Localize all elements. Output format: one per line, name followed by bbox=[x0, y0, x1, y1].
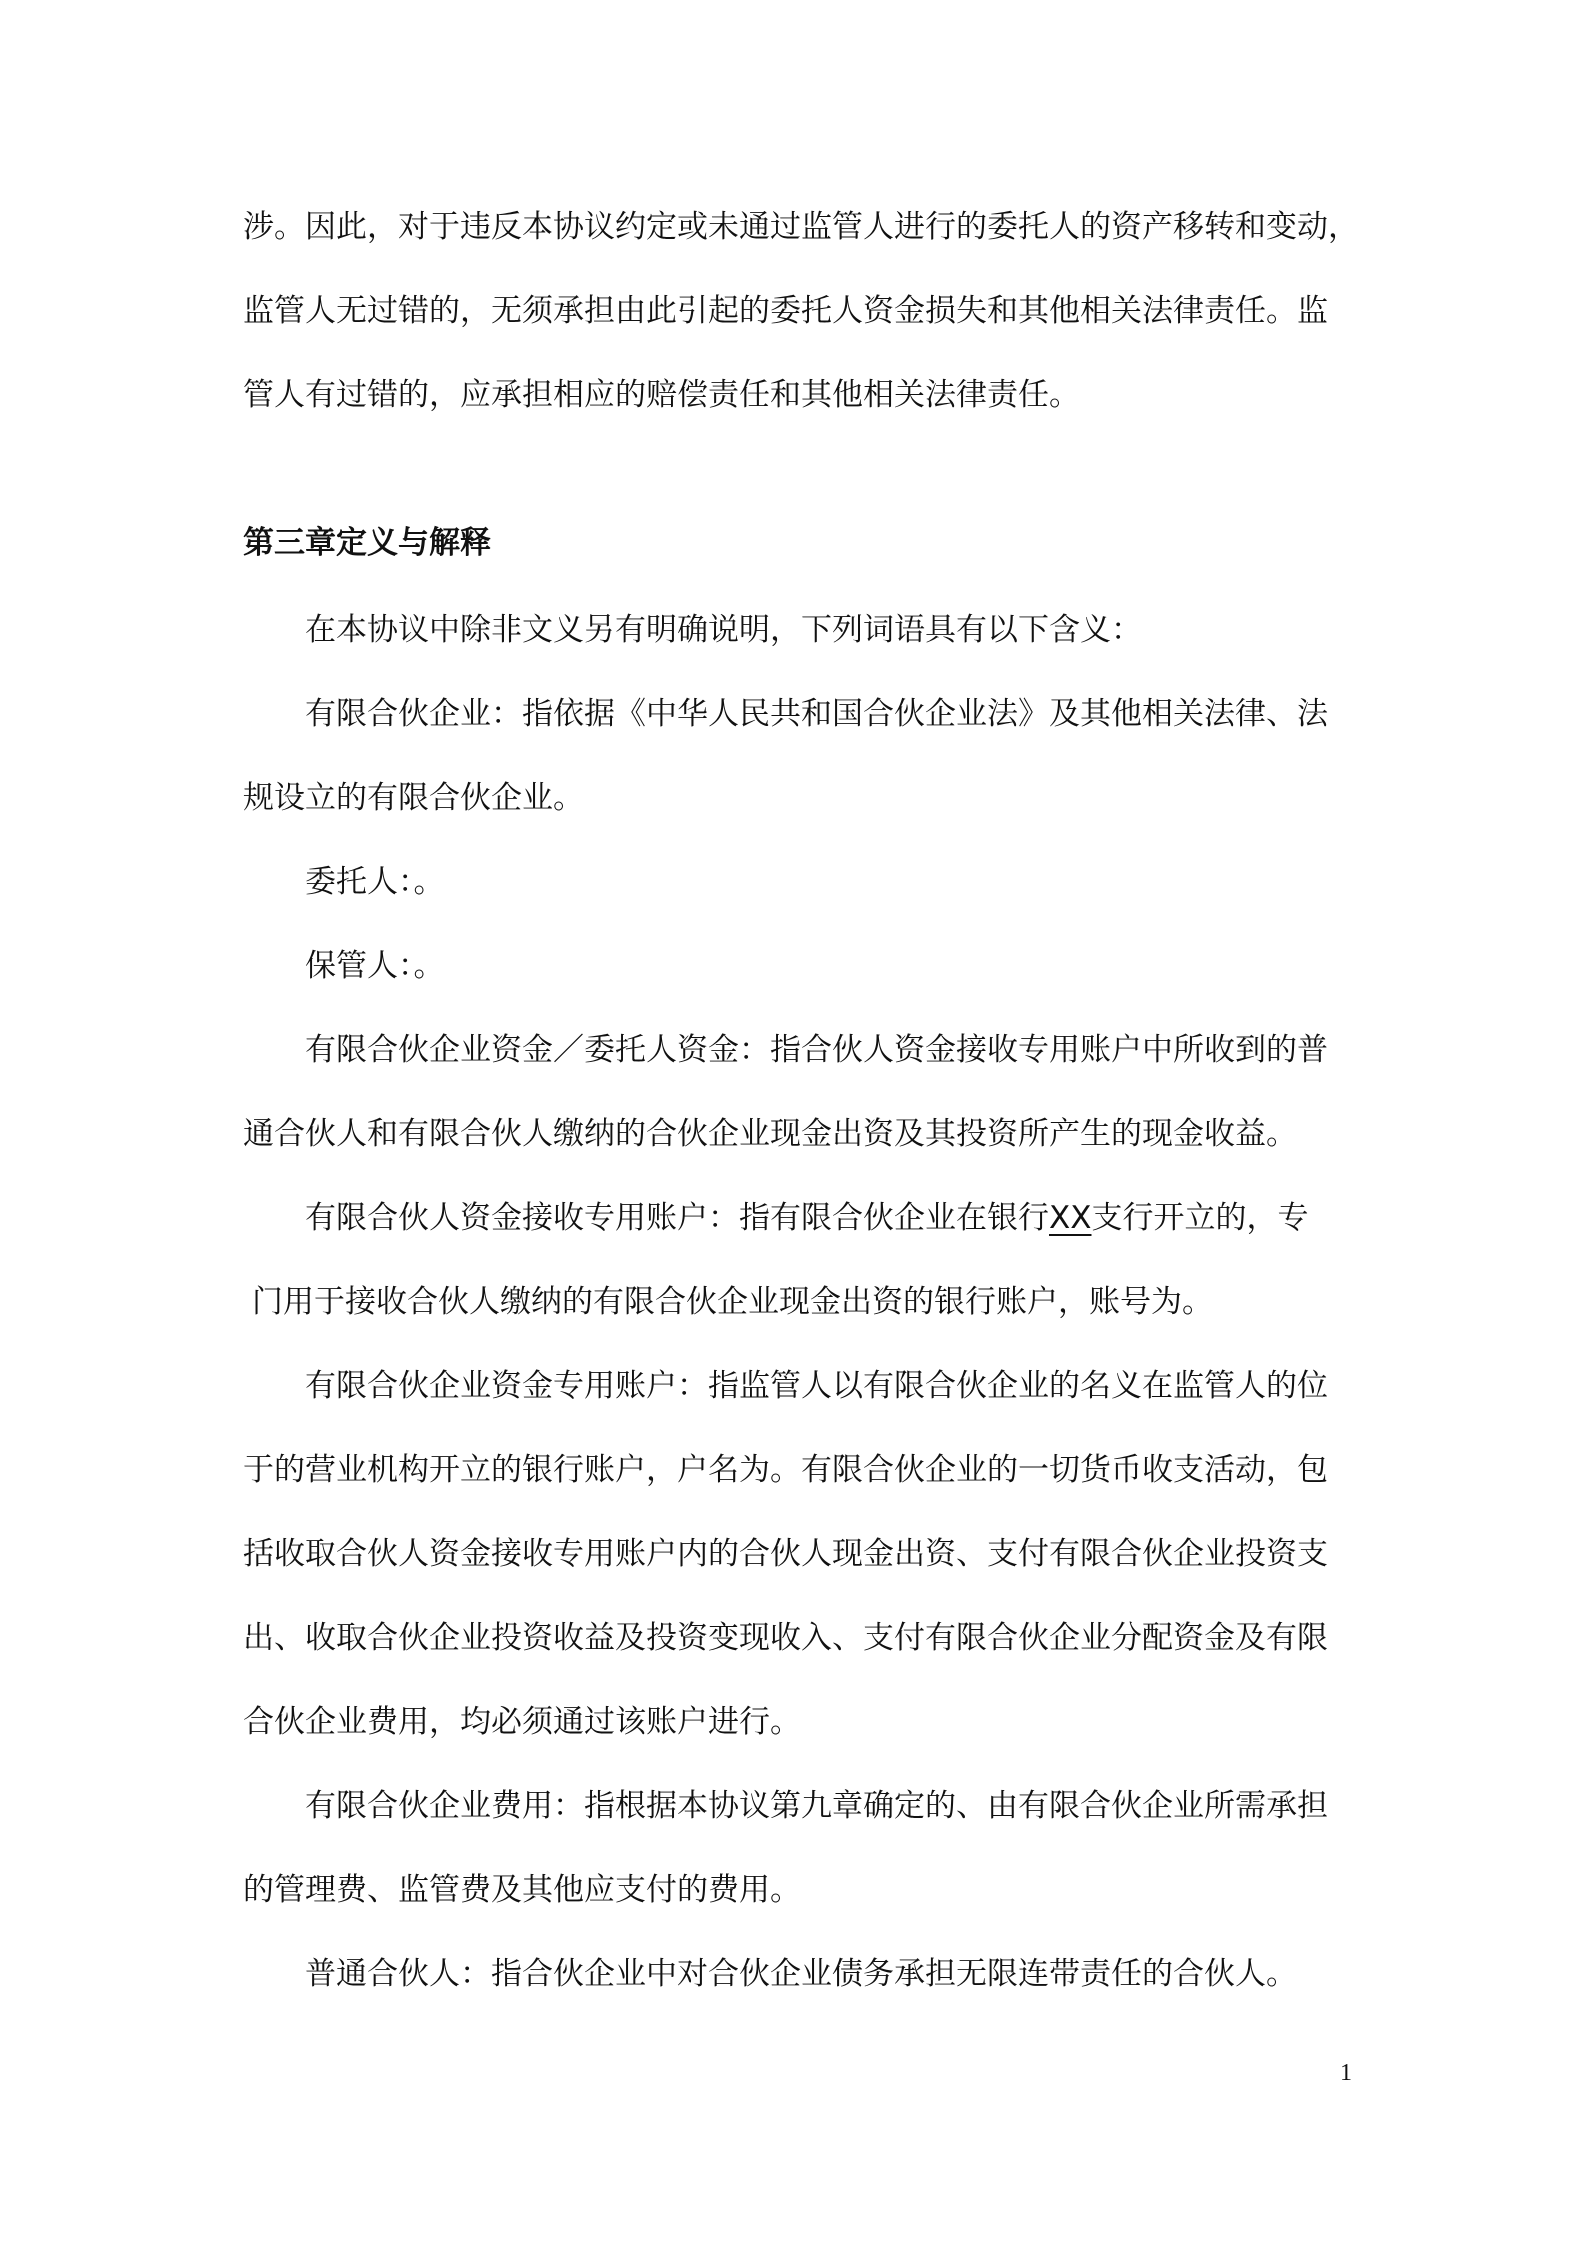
paragraph-line-2: 监管人无过错的，无须承担由此引起的委托人资金损失和其他相关法律责任。监 bbox=[243, 293, 1328, 329]
definition-client: 委托人：。 bbox=[305, 864, 445, 900]
definition-limited-partnership-line-1: 有限合伙企业：指依据《中华人民共和国合伙企业法》及其他相关法律、法 bbox=[305, 696, 1328, 732]
definition-expenses-line-2: 的管理费、监管费及其他应支付的费用。 bbox=[243, 1872, 801, 1908]
definition-receiving-account-line-2: 门用于接收合伙人缴纳的有限合伙企业现金出资的银行账户，账号为。 bbox=[252, 1284, 1213, 1320]
definition-special-account-line-5: 合伙企业费用，均必须通过该账户进行。 bbox=[243, 1704, 801, 1740]
definition-general-partner: 普通合伙人：指合伙企业中对合伙企业债务承担无限连带责任的合伙人。 bbox=[305, 1956, 1297, 1992]
intro-line: 在本协议中除非文义另有明确说明，下列词语具有以下含义： bbox=[305, 612, 1142, 648]
definition-custodian: 保管人：。 bbox=[305, 948, 445, 984]
definition-expenses-line-1: 有限合伙企业费用：指根据本协议第九章确定的、由有限合伙企业所需承担 bbox=[305, 1788, 1328, 1824]
page-number: 1 bbox=[1340, 2060, 1352, 2086]
receiving-account-text-after: 支行开立的，专 bbox=[1091, 1200, 1309, 1236]
paragraph-line-1: 涉。因此，对于违反本协议约定或未通过监管人进行的委托人的资产移转和变动， bbox=[243, 209, 1359, 245]
definition-funds-line-2: 通合伙人和有限合伙人缴纳的合伙企业现金出资及其投资所产生的现金收益。 bbox=[243, 1116, 1297, 1152]
definition-funds-line-1: 有限合伙企业资金／委托人资金：指合伙人资金接收专用账户中所收到的普 bbox=[305, 1032, 1328, 1068]
definition-receiving-account-line-1 bbox=[305, 1198, 1308, 1238]
definition-special-account-line-2: 于的营业机构开立的银行账户，户名为。有限合伙企业的一切货币收支活动，包 bbox=[243, 1452, 1328, 1488]
definition-special-account-line-4: 出、收取合伙企业投资收益及投资变现收入、支付有限合伙企业分配资金及有限 bbox=[243, 1620, 1328, 1656]
definition-limited-partnership-line-2: 规设立的有限合伙企业。 bbox=[243, 780, 584, 816]
definition-special-account-line-1: 有限合伙企业资金专用账户：指监管人以有限合伙企业的名义在监管人的位 bbox=[305, 1368, 1328, 1404]
chapter-title: 第三章定义与解释 bbox=[243, 525, 491, 561]
paragraph-line-3: 管人有过错的，应承担相应的赔偿责任和其他相关法律责任。 bbox=[243, 377, 1080, 413]
branch-name-placeholder: XX bbox=[1049, 1200, 1092, 1236]
receiving-account-text-before: 有限合伙人资金接收专用账户：指有限合伙企业在银行 bbox=[305, 1200, 1049, 1236]
definition-special-account-line-3: 括收取合伙人资金接收专用账户内的合伙人现金出资、支付有限合伙企业投资支 bbox=[243, 1536, 1328, 1572]
